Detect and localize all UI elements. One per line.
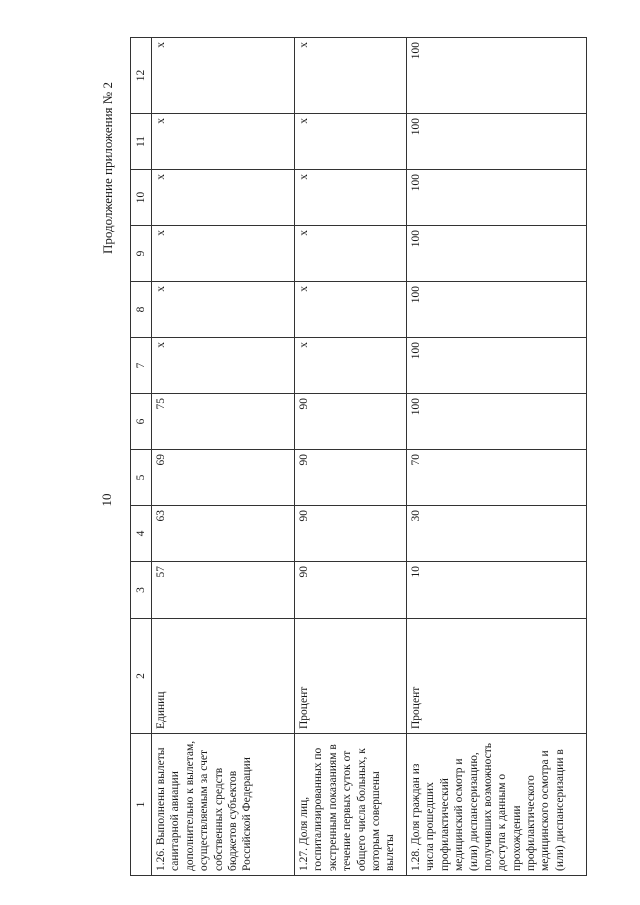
value-cell: 75 [152,394,295,450]
table-row [295,38,407,876]
header-row [131,38,152,876]
value-cell: 10 [407,562,587,619]
value-cell: 100 [407,38,587,114]
value-cell: 30 [407,506,587,562]
value-cell: x [152,38,295,114]
col-header: 6 [131,394,152,450]
appendix-label: Продолжение приложения № 2 [100,82,115,254]
col-header: 12 [131,38,152,114]
value-cell: 100 [407,282,587,338]
value-cell: 100 [407,394,587,450]
value-cell: 100 [407,170,587,226]
table-row [407,38,587,876]
col-header: 8 [131,282,152,338]
value-cell: 90 [295,450,407,506]
indicator-unit: Единиц [152,619,295,734]
value-cell: x [295,282,407,338]
value-cell: 90 [295,394,407,450]
value-cell: x [152,282,295,338]
value-cell: 90 [295,562,407,619]
value-cell: 69 [152,450,295,506]
col-header: 3 [131,562,152,619]
value-cell: x [152,114,295,170]
value-cell: x [295,226,407,282]
value-cell: x [295,170,407,226]
col-header: 1 [131,734,152,876]
value-cell: x [295,38,407,114]
value-cell: x [295,338,407,394]
indicator-unit: Процент [295,619,407,734]
indicators-table [130,37,587,876]
col-header: 7 [131,338,152,394]
value-cell: 57 [152,562,295,619]
value-cell: x [152,338,295,394]
value-cell: 90 [295,506,407,562]
indicator-name: 1.28. Доля граждан из числа прошедших профилактический медицинский осмотр и (или) диспансеризацию, получивших возможность доступа к данным о прохождении профилактического медицинского осмотра и (или) диспансеризации в [407,734,587,876]
col-header: 9 [131,226,152,282]
table-container [130,38,590,876]
page-number: 10 [99,493,114,507]
col-header: 10 [131,170,152,226]
value-cell: 63 [152,506,295,562]
value-cell: x [152,170,295,226]
table-row [152,38,295,876]
indicator-name: 1.26. Выполнены вылеты санитарной авиации дополнительно к вылетам, осуществляемым за счет собственных средств бюджетов субъектов Российской Федерации [152,734,295,876]
value-cell: 70 [407,450,587,506]
value-cell: 100 [407,338,587,394]
col-header: 5 [131,450,152,506]
indicator-name: 1.27. Доля лиц, госпитализированных по экстренным показаниям в течение первых суток от общего числа больных, к которым совершены вылеты [295,734,407,876]
col-header: 11 [131,114,152,170]
value-cell: 100 [407,226,587,282]
indicator-unit: Процент [407,619,587,734]
value-cell: x [295,114,407,170]
value-cell: x [152,226,295,282]
value-cell: 100 [407,114,587,170]
col-header: 4 [131,506,152,562]
col-header: 2 [131,619,152,734]
